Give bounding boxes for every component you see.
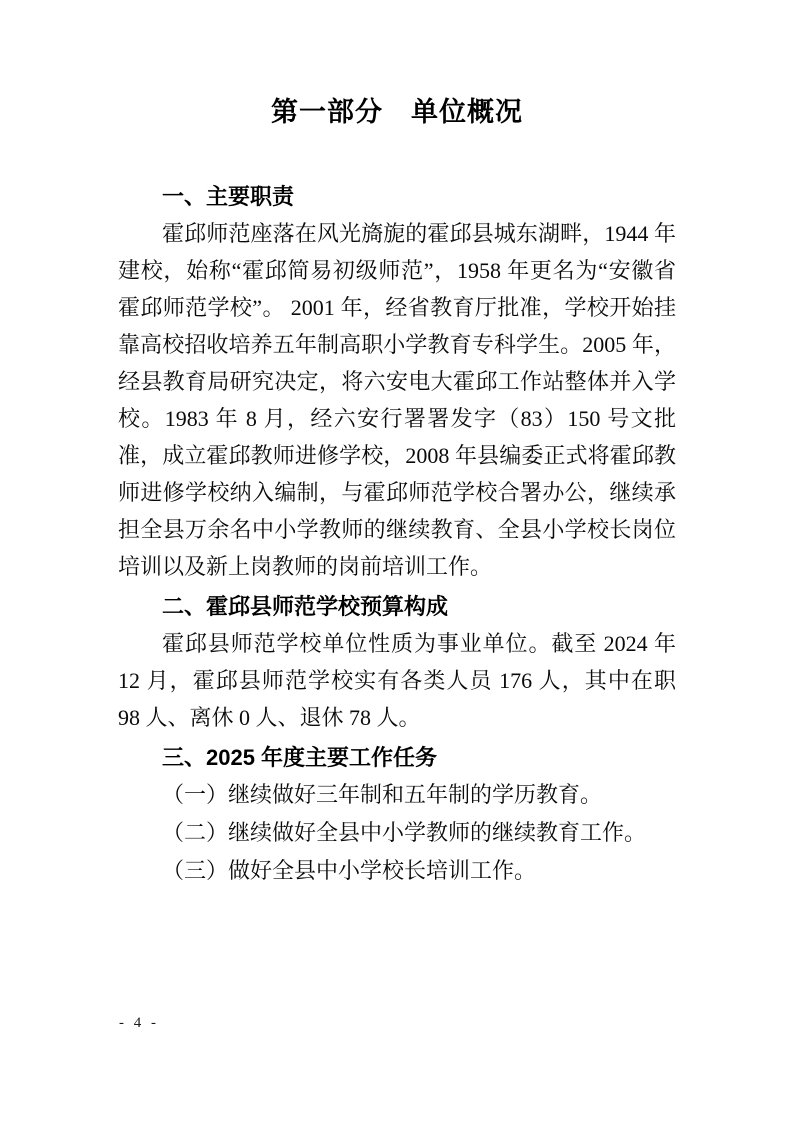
section-2025-work-tasks xyxy=(118,739,676,890)
page-number: - 4 - xyxy=(119,1015,159,1031)
task-item-2: （二）继续做好全县中小学教师的继续教育工作。 xyxy=(162,820,647,845)
task-item-1: （一）继续做好三年制和五年制的学历教育。 xyxy=(162,782,603,807)
section-budget-composition xyxy=(118,588,676,736)
section-main-duties xyxy=(118,178,676,585)
task-item-3: （三）做好全县中小学校长培训工作。 xyxy=(162,858,537,883)
section-heading-budget-composition: 二、霍邱县师范学校预算构成 xyxy=(162,594,449,619)
paragraph-staff-statistics: 霍邱县师范学校单位性质为事业单位。截至 2024 年 12 月，霍邱县师范学校实有各类人员 176 人，其中在职 98 人、离休 0 人、退休 78 人。 xyxy=(118,631,676,730)
paragraph-school-history: 霍邱师范座落在风光旖旎的霍邱县城东湖畔，1944 年建校，始称“霍邱简易初级师范”，1958 年更名为“安徽省霍邱师范学校”。 2001 年，经省教育厅批准，学校开始挂靠高校招收培养五年制高职小学教育专科学生。2005 年，经县教育局研究决定，将六安电大霍邱工作站整体并入学校。1983 年 8 月，经六安行署署发字（83）150 号文批准，成立霍邱教师进修学校，2008 年县编委正式将霍邱教师进修学校纳入编制，与霍邱师范学校合署办公，继续承担全县万余名中小学教师的继续教育、全县小学校长岗位培训以及新上岗教师的岗前培训工作。 xyxy=(118,221,676,579)
section-heading-main-duties: 一、主要职责 xyxy=(162,184,295,209)
page-title: 第一部分 单位概况 xyxy=(271,97,523,127)
section-heading-2025-work-tasks: 三、2025 年度主要工作任务 xyxy=(162,745,438,770)
